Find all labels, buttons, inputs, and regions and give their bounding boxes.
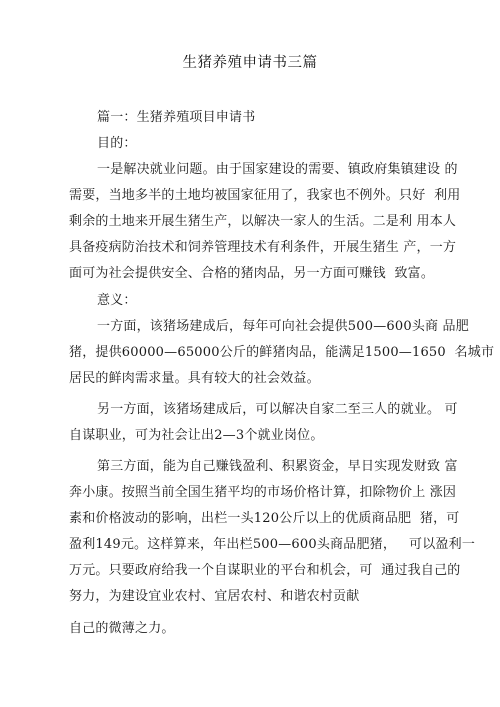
meaning-line: 自谋职业，可为社会让出2—3个就业岗位。 xyxy=(69,428,324,443)
section-heading: 篇一：生猪养殖项目申请书 xyxy=(97,110,256,125)
purpose-line: 面可为社会提供安全、合格的猪肉品，另一方面可赚钱 致富。 xyxy=(69,266,435,281)
purpose-line: 一是解决就业问题。由于国家建设的需要、镇政府集镇建设 的 xyxy=(97,162,458,177)
meaning-line: 万元。只要政府给我一个自谋职业的平台和机会，可 通过我自己的 xyxy=(69,563,461,578)
meaning-line: 猪，提供60000—65000公斤的鲜猪肉品，能满足1500—1650 名城市 xyxy=(69,345,495,360)
meaning-line: 奔小康。按照当前全国生猪平均的市场价格计算，扣除物价上 涨因 xyxy=(69,485,457,500)
closing-line: 自己的微薄之力。 xyxy=(69,621,175,636)
purpose-line: 具备疫病防治技术和饲养管理技术有利条件，开展生猪生 产，一方 xyxy=(69,240,457,255)
document-title: 生猪养殖申请书三篇 xyxy=(182,55,318,71)
meaning-line: 一方面，该猪场建成后，每年可向社会提供500—600头商 品肥 xyxy=(97,319,469,334)
meaning-line: 盈利149元。这样算来，年出栏500—600头商品肥猪， 可以盈利一 xyxy=(69,537,476,552)
meaning-line: 居民的鲜肉需求量。具有较大的社会效益。 xyxy=(69,371,320,386)
meaning-line: 素和价格波动的影响，出栏一头120公斤以上的优质商品肥 猪，可 xyxy=(69,511,460,526)
purpose-line: 剩余的土地来开展生猪生产，以解决一家人的生活。二是利 用本人 xyxy=(69,214,457,229)
meaning-line: 努力，为建设宜业农村、宜居农村、和谐农村贡献 xyxy=(69,589,360,604)
meaning-label: 意义： xyxy=(97,293,137,308)
purpose-line: 需要，当地多半的土地均被国家征用了，我家也不例外。只好 利用 xyxy=(69,188,461,203)
purpose-label: 目的： xyxy=(97,136,137,151)
meaning-line: 另一方面，该猪场建成后，可以解决自家二至三人的就业。 可 xyxy=(97,402,458,417)
meaning-line: 第三方面，能为自己赚钱盈利、积累资金，早日实现发财致 富 xyxy=(97,459,458,474)
